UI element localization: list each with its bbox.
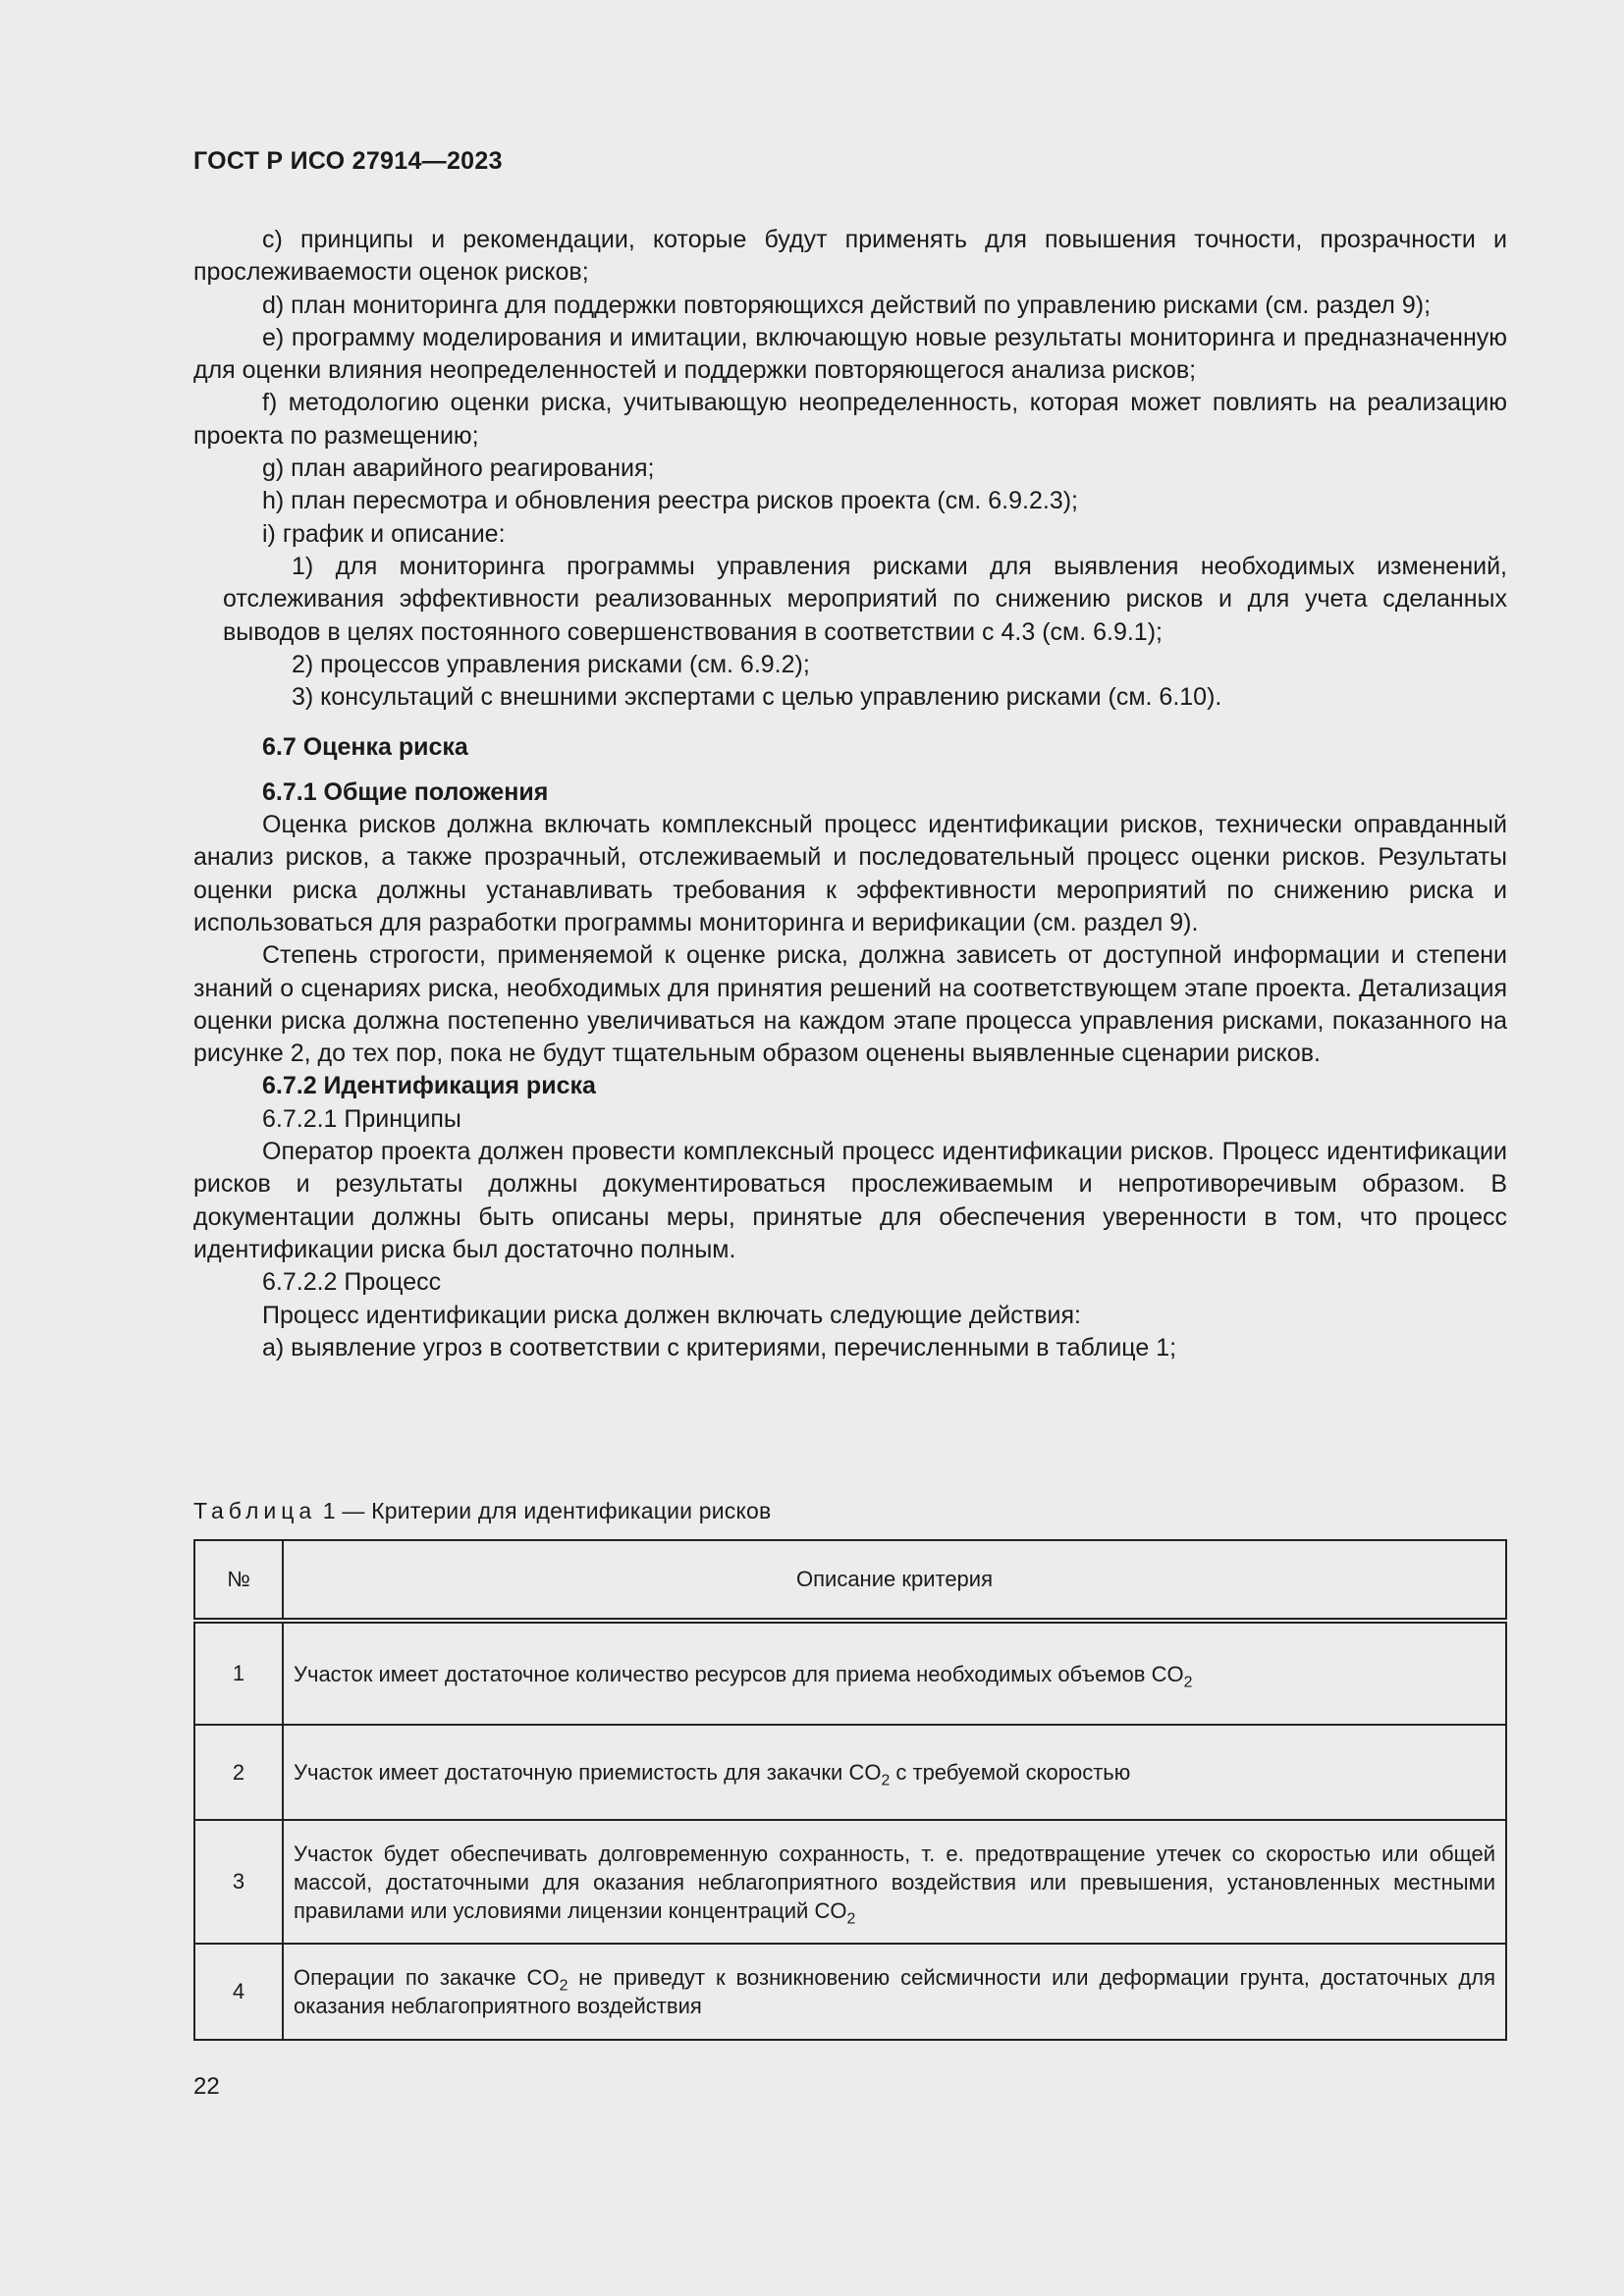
- table-caption-word: Таблица: [193, 1498, 317, 1523]
- list-item-g: g) план аварийного реагирования;: [262, 454, 655, 483]
- row-description: Участок имеет достаточную приемистость для закачки $CO_2$ с требуемой скоростью: [283, 1725, 1506, 1820]
- list-item-e: e) программу моделирования и имитации, включающую новые результаты мониторинга и предназначенную для оценки влияния неопределенностей и поддержки повторяющегося анализа рисков;: [193, 323, 1507, 385]
- list-item-h: h) план пересмотра и обновления реестра рисков проекта (см. 6.9.2.3);: [262, 487, 1078, 515]
- column-header-description: Описание критерия: [283, 1540, 1506, 1621]
- list-item-a: a) выявление угроз в соответствии с критериями, перечисленными в таблице 1;: [262, 1333, 1177, 1362]
- table-row: [194, 1621, 1506, 1725]
- list-item-f: f) методологию оценки риска, учитывающую неопределенность, которая может повлиять на реализацию проекта по размещению;: [193, 389, 1507, 450]
- document-code-header: ГОСТ Р ИСО 27914—2023: [193, 147, 503, 175]
- list-item-c: c) принципы и рекомендации, которые будут применять для повышения точности, прозрачности и прослеживаемости оценок рисков;: [193, 226, 1507, 287]
- row-description: Участок имеет достаточное количество ресурсов для приема необходимых объемов $CO_2$: [283, 1621, 1506, 1725]
- table-row: [194, 1944, 1506, 2040]
- section-heading-6-7: 6.7 Оценка риска: [262, 733, 468, 762]
- row-description: Участок будет обеспечивать долговременную сохранность, т. е. предотвращение утечек со скоростью или общей массой, достаточными для оказания неблагоприятного воздействия или превышения, установленных местными правилами или условиями лицензии концентраций $CO_2$: [283, 1820, 1506, 1944]
- document-body: [193, 224, 1507, 1364]
- criteria-table: [193, 1539, 1507, 2041]
- column-header-number: №: [194, 1540, 283, 1621]
- row-number: 4: [194, 1944, 283, 2040]
- table-header-row: [194, 1540, 1506, 1621]
- list-item-d: d) план мониторинга для поддержки повторяющихся действий по управлению рисками (см. раздел 9);: [262, 291, 1432, 319]
- list-item-i: i) график и описание:: [262, 519, 506, 548]
- paragraph-6-7-2-1: Оператор проекта должен провести комплексный процесс идентификации рисков. Процесс идентификации рисков и результаты должны документироваться прослеживаемым и непротиворечивым образом. В документации должны быть описаны меры, принятые для обеспечения уверенности в том, что процесс идентификации риска был достаточно полным.: [193, 1138, 1507, 1263]
- list-subitem-1: 1) для мониторинга программы управления рисками для выявления необходимых изменений, отслеживания эффективности реализованных мероприятий по снижению рисков и для учета сделанных выводов в целях постоянного совершенствования в соответствии с 4.3 (см. 6.9.1);: [223, 552, 1507, 646]
- section-heading-6-7-2-2: 6.7.2.2 Процесс: [262, 1268, 442, 1297]
- table-caption-title: 1 — Критерии для идентификации рисков: [322, 1498, 772, 1523]
- paragraph-6-7-1-2: Степень строгости, применяемой к оценке риска, должна зависеть от доступной информации и степени знаний о сценариях риска, необходимых для принятия решений на соответствующем этапе проекта. Детализация оценки риска должна постепенно увеличиваться на каждом этапе процесса управления рисками, показанного на рисунке 2, до тех пор, пока не будут тщательным образом оценены выявленные сценарии рисков.: [193, 941, 1507, 1068]
- table-caption: [193, 1498, 771, 1524]
- row-number: 1: [194, 1621, 283, 1725]
- table-row: [194, 1820, 1506, 1944]
- row-number: 2: [194, 1725, 283, 1820]
- section-heading-6-7-2-1: 6.7.2.1 Принципы: [262, 1104, 461, 1133]
- list-subitem-3: 3) консультаций с внешними экспертами с целью управлению рисками (см. 6.10).: [292, 683, 1222, 712]
- list-subitem-2: 2) процессов управления рисками (см. 6.9.2);: [292, 650, 810, 678]
- paragraph-6-7-1-1: Оценка рисков должна включать комплексный процесс идентификации рисков, технически оправданный анализ рисков, а также прозрачный, отслеживаемый и последовательный процесс оценки рисков. Результаты оценки риска должны устанавливать требования к эффективности мероприятий по снижению риска и использоваться для разработки программы мониторинга и верификации (см. раздел 9).: [193, 811, 1507, 936]
- row-number: 3: [194, 1820, 283, 1944]
- section-heading-6-7-1: 6.7.1 Общие положения: [262, 777, 549, 806]
- row-description: Операции по закачке $CO_2$ не приведут к возникновению сейсмичности или деформации грунта, достаточных для оказания неблагоприятного воздействия: [283, 1944, 1506, 2040]
- page-number: 22: [193, 2073, 220, 2100]
- paragraph-6-7-2-2: Процесс идентификации риска должен включать следующие действия:: [262, 1301, 1081, 1329]
- table-row: [194, 1725, 1506, 1820]
- section-heading-6-7-2: 6.7.2 Идентификация риска: [262, 1072, 596, 1100]
